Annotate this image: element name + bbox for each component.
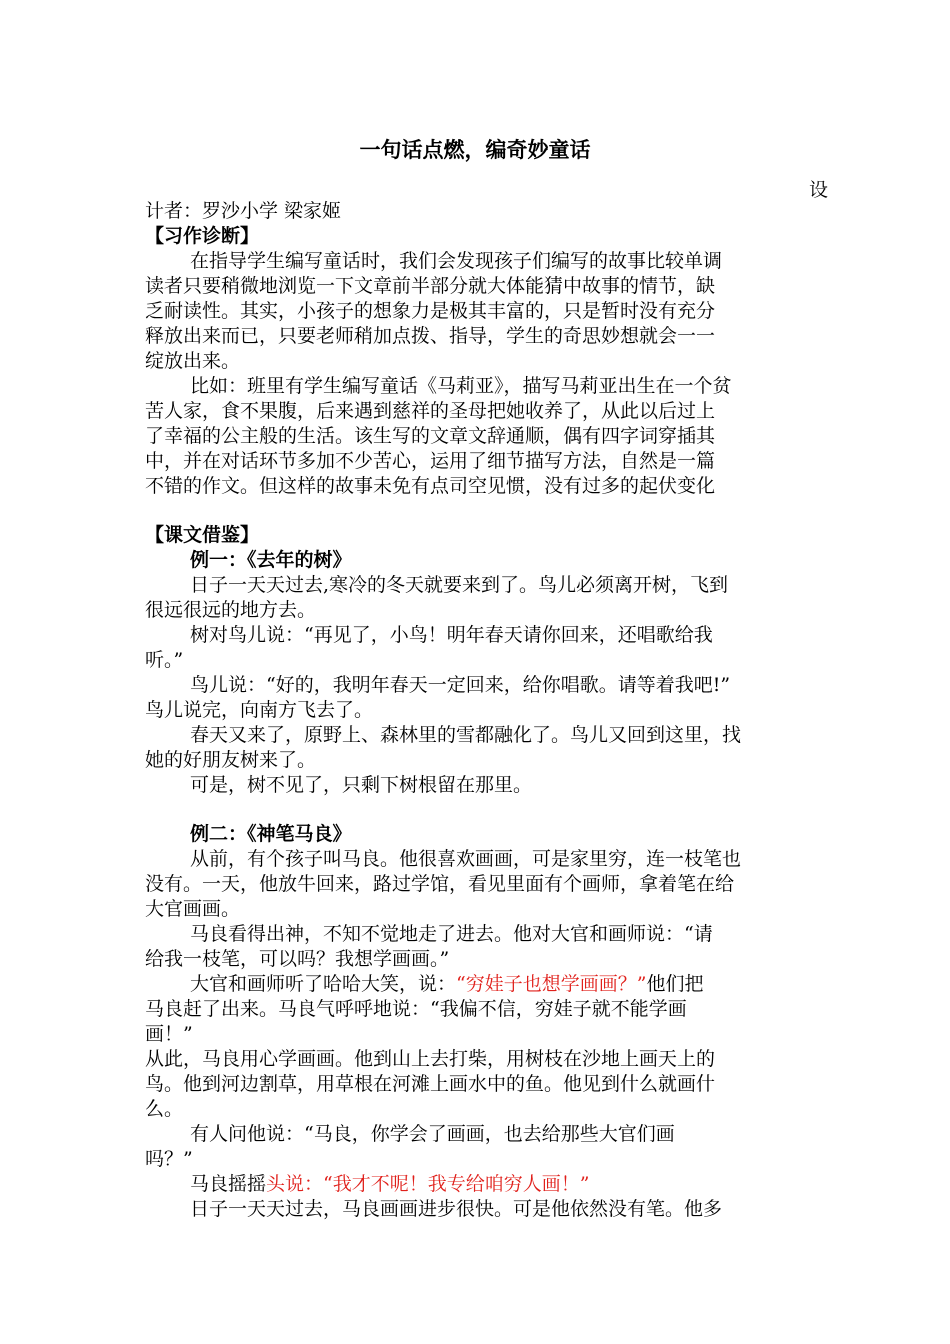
paragraph-line: 从前，有个孩子叫马良。他很喜欢画画，可是家里穷，连一枝笔也: [190, 848, 742, 870]
section-heading-diagnosis: 【习作诊断】: [145, 225, 260, 247]
paragraph-line: [190, 972, 703, 997]
designer-line: 计者：罗沙小学 梁家姬: [145, 200, 342, 222]
paragraph-line: 树对鸟儿说：“再见了，小鸟！明年春天请你回来，还唱歌给我: [190, 624, 713, 646]
example-heading: 例一：《去年的树》: [190, 549, 352, 571]
paragraph-line: 么。: [145, 1098, 184, 1120]
paragraph-line: 苦人家，食不果腹，后来遇到慈祥的圣母把她收养了，从此以后过上: [145, 400, 716, 422]
paragraph-line: 读者只要稍微地浏览一下文章前半部分就大体能猜中故事的情节，缺: [145, 275, 716, 297]
paragraph-line: 大官画画。: [145, 898, 241, 920]
paragraph-line: 比如：班里有学生编写童话《马莉亚》，描写马莉亚出生在一个贫: [190, 375, 732, 397]
paragraph-line: 绽放出来。: [145, 350, 241, 372]
highlighted-quote: 头说：“我才不呢！我专给咱穷人画！”: [266, 1173, 590, 1195]
paragraph-line: 有人问他说：“马良，你学会了画画，也去给那些大官们画: [190, 1123, 675, 1145]
text-run: 马良摇摇: [190, 1173, 267, 1195]
paragraph-line: 吗？”: [145, 1148, 193, 1170]
paragraph-line: 画！”: [145, 1023, 193, 1045]
paragraph-line: 很远很远的地方去。: [145, 599, 317, 621]
page-title: 一句话点燃，编奇妙童话: [359, 138, 591, 162]
paragraph-line: 她的好朋友树来了。: [145, 749, 317, 771]
paragraph-line: 听。”: [145, 649, 184, 671]
paragraph-line: 鸟儿说完，向南方飞去了。: [145, 699, 374, 721]
designer-label-part1: 设: [809, 179, 829, 201]
text-run: 他们把: [646, 973, 704, 995]
paragraph-line: 乏耐读性。其实，小孩子的想象力是极其丰富的，只是暂时没有充分: [145, 300, 716, 322]
paragraph-line: 春天又来了，原野上、森林里的雪都融化了。鸟儿又回到这里，找: [190, 724, 742, 746]
paragraph-line: 日子一天天过去,寒冷的冬天就要来到了。鸟儿必须离开树，飞到: [190, 574, 729, 596]
paragraph-line: 鸟。他到河边割草，用草根在河滩上画水中的鱼。他见到什么就画什: [145, 1073, 716, 1095]
paragraph-line: 了幸福的公主般的生活。该生写的文章文辞通顺，偶有四字词穿插其: [145, 425, 716, 447]
paragraph-line: 马良看得出神，不知不觉地走了进去。他对大官和画师说：“请: [190, 923, 713, 945]
paragraph-line: 没有。一天，他放牛回来，路过学馆，看见里面有个画师，拿着笔在给: [145, 873, 735, 895]
paragraph-line: 鸟儿说：“好的，我明年春天一定回来，给你唱歌。请等着我吧!”: [190, 674, 731, 696]
paragraph-line: 给我一枝笔，可以吗？我想学画画。”: [145, 948, 450, 970]
paragraph-line: 不错的作文。但这样的故事未免有点司空见惯，没有过多的起伏变化: [145, 475, 716, 497]
paragraph-line: 从此，马良用心学画画。他到山上去打柴，用树枝在沙地上画天上的: [145, 1048, 716, 1070]
paragraph-line: 中，并在对话环节多加不少苦心，运用了细节描写方法，自然是一篇: [145, 450, 716, 472]
paragraph-line: 马良赶了出来。马良气呼呼地说：“我偏不信，穷娃子就不能学画: [145, 998, 687, 1020]
paragraph-line: 释放出来而已，只要老师稍加点拨、指导，学生的奇思妙想就会一一: [145, 325, 716, 347]
paragraph-line: 在指导学生编写童话时，我们会发现孩子们编写的故事比较单调: [190, 250, 723, 272]
paragraph-line: 可是，树不见了，只剩下树根留在那里。: [190, 774, 533, 796]
example-heading: 例二：《神笔马良》: [190, 823, 352, 845]
highlighted-quote: “穷娃子也想学画画？”: [456, 973, 647, 995]
text-run: 大官和画师听了哈哈大笑，说：: [190, 973, 457, 995]
section-heading-reference: 【课文借鉴】: [145, 524, 260, 546]
paragraph-line: [190, 1172, 589, 1197]
paragraph-line: 日子一天天过去，马良画画进步很快。可是他依然没有笔。他多: [190, 1198, 723, 1220]
